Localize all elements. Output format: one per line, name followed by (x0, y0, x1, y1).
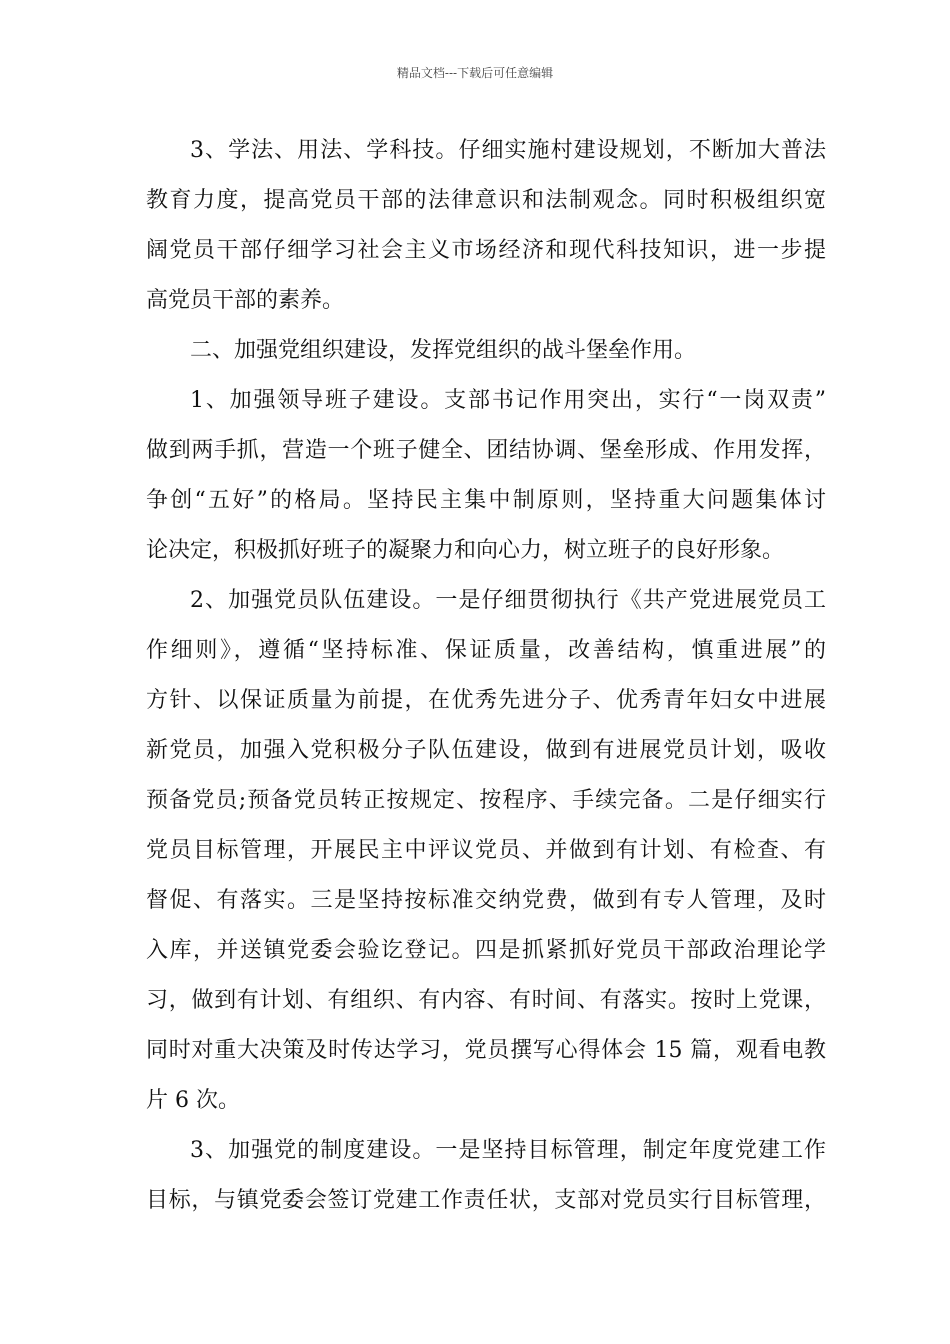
text-line: 片 6 次。 (146, 1088, 240, 1113)
text-line: 方针、以保证质量为前提，在优秀先进分子、优秀青年妇女中进展 (146, 688, 826, 713)
text-line: 2、加强党员队伍建设。一是仔细贯彻执行《共产党进展党员工 (190, 588, 826, 613)
paragraph-member-team (146, 576, 826, 1126)
text-line: 论决定，积极抓好班子的凝聚力和向心力，树立班子的良好形象。 (146, 538, 785, 563)
section-heading: 二、加强党组织建设，发挥党组织的战斗堡垒作用。 (190, 338, 697, 363)
paragraph-leadership (146, 376, 826, 576)
text-line: 作细则》，遵循“坚持标准、保证质量，改善结构，慎重进展”的 (146, 638, 826, 663)
paragraph-study-law (146, 126, 826, 326)
text-line: 入库，并送镇党委会验讫登记。四是抓紧抓好党员干部政治理论学 (146, 938, 826, 963)
section-heading-party-organization (146, 326, 826, 376)
text-line: 高党员干部的素养。 (146, 288, 345, 313)
text-line: 目标，与镇党委会签订党建工作责任状，支部对党员实行目标管理， (146, 1188, 826, 1213)
text-line: 同时对重大决策及时传达学习，党员撰写心得体会 15 篇，观看电教 (146, 1038, 826, 1063)
text-line: 1、加强领导班子建设。支部书记作用突出，实行“一岗双责” (190, 388, 826, 413)
text-line: 督促、有落实。三是坚持按标准交纳党费，做到有专人管理，及时 (146, 888, 826, 913)
paragraph-party-system (146, 1126, 826, 1226)
text-line: 3、加强党的制度建设。一是坚持目标管理，制定年度党建工作 (190, 1138, 826, 1163)
document-body (146, 126, 826, 1226)
text-line: 党员目标管理，开展民主中评议党员、并做到有计划、有检查、有 (146, 838, 826, 863)
text-line: 预备党员;预备党员转正按规定、按程序、手续完备。二是仔细实行 (146, 788, 826, 813)
text-line: 教育力度，提高党员干部的法律意识和法制观念。同时积极组织宽 (146, 188, 826, 213)
text-line: 做到两手抓，营造一个班子健全、团结协调、堡垒形成、作用发挥， (146, 438, 826, 463)
text-line: 阔党员干部仔细学习社会主义市场经济和现代科技知识，进一步提 (146, 238, 826, 263)
text-line: 新党员，加强入党积极分子队伍建设，做到有进展党员计划，吸收 (146, 738, 826, 763)
page-header: 精品文档---下载后可任意编辑 (396, 66, 554, 80)
text-line: 3、学法、用法、学科技。仔细实施村建设规划，不断加大普法 (190, 138, 826, 163)
text-line: 习，做到有计划、有组织、有内容、有时间、有落实。按时上党课， (146, 988, 826, 1013)
text-line: 争创“五好”的格局。坚持民主集中制原则，坚持重大问题集体讨 (146, 488, 826, 513)
